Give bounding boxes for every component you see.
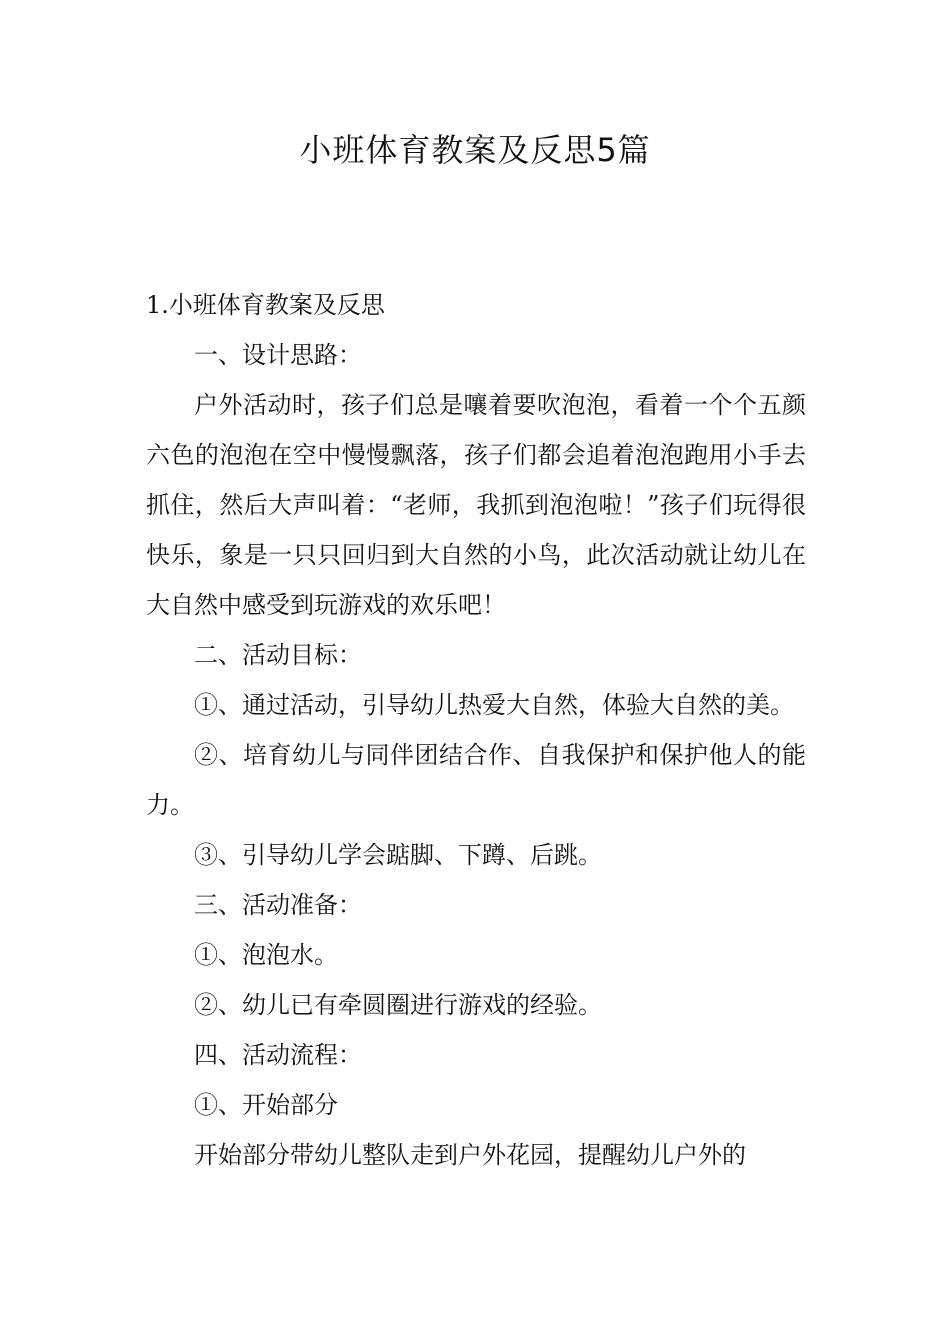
body-paragraph: 三、活动准备： [194,891,362,919]
body-paragraph: ②、培育幼儿与同伴团结合作、自我保护和保护他人的能力。 [146,741,806,819]
body-paragraph: 四、活动流程： [194,1041,362,1069]
body-paragraph: 户外活动时，孩子们总是嚷着要吹泡泡，看着一个个五颜六色的泡泡在空中慢慢飘落，孩子们都会追着泡泡跑用小手去抓住，然后大声叫着：“老师，我抓到泡泡啦！”孩子们玩得很快乐，象是一只只回归到大自然的小鸟，此次活动就让幼儿在大自然中感受到玩游戏的欢乐吧！ [146,391,806,619]
body-paragraph: 开始部分带幼儿整队走到户外花园，提醒幼儿户外的 [194,1141,746,1169]
body-paragraph: ②、幼儿已有牵圆圈进行游戏的经验。 [194,991,602,1019]
body-paragraph: ①、通过活动，引导幼儿热爱大自然，体验大自然的美。 [194,691,794,719]
document-title: 小班体育教案及反思5篇 [299,131,651,169]
body-paragraph: ①、泡泡水。 [194,941,338,969]
body-paragraph: ③、引导幼儿学会踮脚、下蹲、后跳。 [194,841,602,869]
body-paragraph: ①、开始部分 [194,1091,338,1119]
body-paragraph: 二、活动目标： [194,641,362,669]
body-paragraph: 一、设计思路： [194,341,362,369]
document-body [146,280,806,1180]
section-heading: 1.小班体育教案及反思 [146,291,385,319]
